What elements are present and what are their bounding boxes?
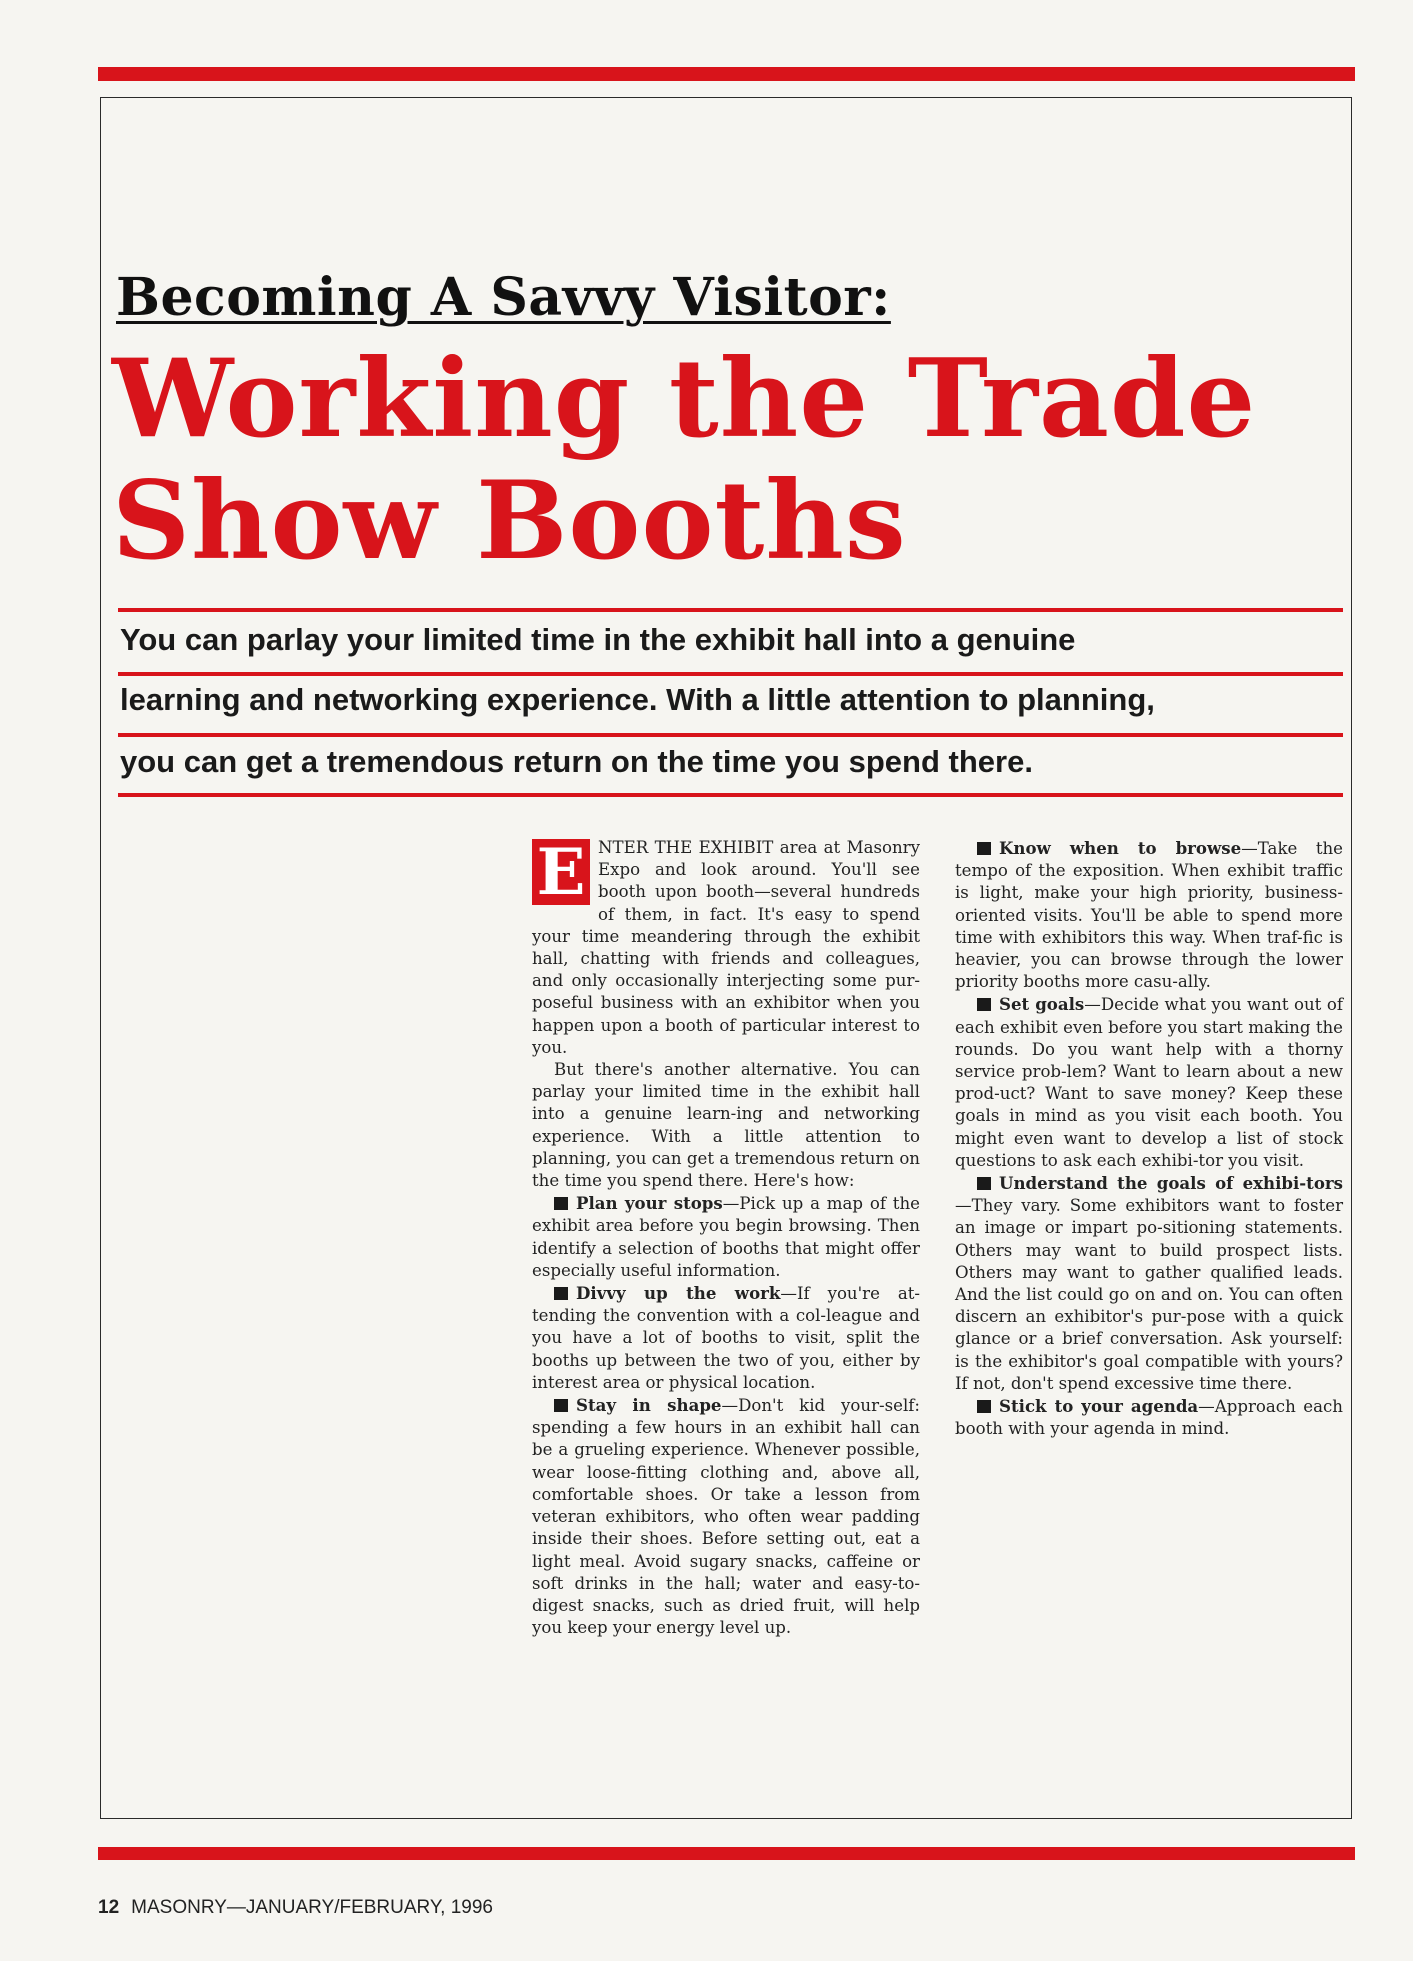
tip-lead: Stay in shape	[576, 1395, 722, 1416]
bullet-square-icon	[977, 998, 991, 1011]
deck-line: You can parlay your limited time in the exhibit hall into a genuine	[120, 622, 1076, 657]
tip-body: —Pick up a map of the exhibit area before you begin browsing. Then identify a selection of booths that might offer especially useful information.	[532, 1194, 920, 1280]
tip-body: —If you're at-tending the convention with a col-league and you have a lot of booths to visit, split the booths up between the two of you, either by interest area or physical location.	[532, 1284, 920, 1392]
bullet-square-icon	[977, 1177, 991, 1190]
article-kicker: Becoming A Savvy Visitor:	[116, 267, 891, 328]
tip-lead: Set goals	[999, 994, 1085, 1015]
article-column-1	[532, 837, 920, 1639]
tip-paragraph	[955, 1172, 1343, 1395]
bottom-red-bar	[98, 1847, 1355, 1860]
bullet-square-icon	[977, 842, 991, 855]
deck-rule	[118, 793, 1343, 797]
intro-paragraph	[532, 837, 920, 1059]
tip-body: —Approach each booth with your agenda in mind.	[955, 1397, 1343, 1439]
body-paragraph: But there's another alternative. You can parlay your limited time in the exhibit hall into a genuine learn-ing and networking experience. With a little attention to planning, you can get a tremendous return on the time you spend there. Here's how:	[532, 1060, 920, 1191]
bullet-square-icon	[554, 1399, 568, 1412]
tip-body: —Take the tempo of the exposition. When exhibit traffic is light, make your high priority, business-oriented visits. You'll be able to spend more time with exhibitors this way. When traf-fic is heavier, you can browse through the lower priority booths more casu-ally.	[955, 839, 1343, 992]
article-column-2	[955, 837, 1343, 1440]
deck-line: you can get a tremendous return on the time you spend there.	[120, 744, 1033, 779]
tip-paragraph	[532, 1192, 920, 1282]
drop-cap: E	[532, 839, 590, 905]
page-footer	[98, 1897, 493, 1919]
deck-rule	[118, 672, 1343, 676]
article-title: Working the Trade Show Booths	[112, 336, 1257, 584]
deck-rule	[118, 733, 1343, 737]
tip-paragraph	[955, 993, 1343, 1172]
tip-lead: Understand the goals of exhibi-tors	[999, 1173, 1343, 1194]
top-red-bar	[98, 67, 1355, 81]
tip-body: —They vary. Some exhibitors want to foster an image or impart po-sitioning statements. Others may want to build prospect lists. Others may want to gather qualified leads. And the list could go on and on. You can often discern an exhibitor's pur-pose with a quick glance or a brief conversation. Ask yourself: is the exhibitor's goal compatible with yours? If not, don't spend excessive time there.	[955, 1196, 1343, 1393]
tip-lead: Know when to browse	[999, 838, 1242, 858]
bullet-square-icon	[977, 1400, 991, 1413]
tip-paragraph	[532, 1394, 920, 1639]
tip-paragraph	[532, 1282, 920, 1394]
tip-body: —Decide what you want out of each exhibit even before you start making the rounds. Do you want help with a thorny service prob-lem? Want to learn about a new prod-uct? Want to save money? Keep these goals in mind as you visit each booth. You might even want to develop a list of stock questions to ask each exhibi-tor you visit.	[955, 995, 1343, 1170]
intro-text: NTER THE EXHIBIT area at Masonry Expo and look around. You'll see booth upon booth—several hundreds of them, in fact. It's easy to spend your time meandering through the exhibit hall, chatting with friends and colleagues, and only occasionally interjecting some pur-poseful business with an exhibitor when you happen upon a booth of particular interest to you.	[532, 838, 920, 1057]
deck-rule	[118, 608, 1343, 612]
deck-line: learning and networking experience. With a little attention to planning,	[120, 682, 1155, 717]
page-number: 12	[98, 1897, 120, 1918]
tip-lead: Stick to your agenda	[999, 1396, 1199, 1417]
tip-lead: Divvy up the work	[576, 1283, 781, 1304]
bullet-square-icon	[554, 1197, 568, 1210]
tip-paragraph	[955, 837, 1343, 993]
tip-lead: Plan your stops	[576, 1193, 723, 1214]
tip-body: —Don't kid your-self: spending a few hours in an exhibit hall can be a grueling experience. Whenever possible, wear loose-fitting clothing and, above all, comfortable shoes. Or take a lesson from veteran exhibitors, who often wear padding inside their shoes. Before setting out, eat a light meal. Avoid sugary snacks, caffeine or soft drinks in the hall; water and easy-to-digest snacks, such as dried fruit, will help you keep your energy level up.	[532, 1396, 920, 1638]
publication-line: MASONRY—JANUARY/FEBRUARY, 1996	[131, 1897, 493, 1918]
tip-paragraph	[955, 1395, 1343, 1440]
bullet-square-icon	[554, 1287, 568, 1300]
